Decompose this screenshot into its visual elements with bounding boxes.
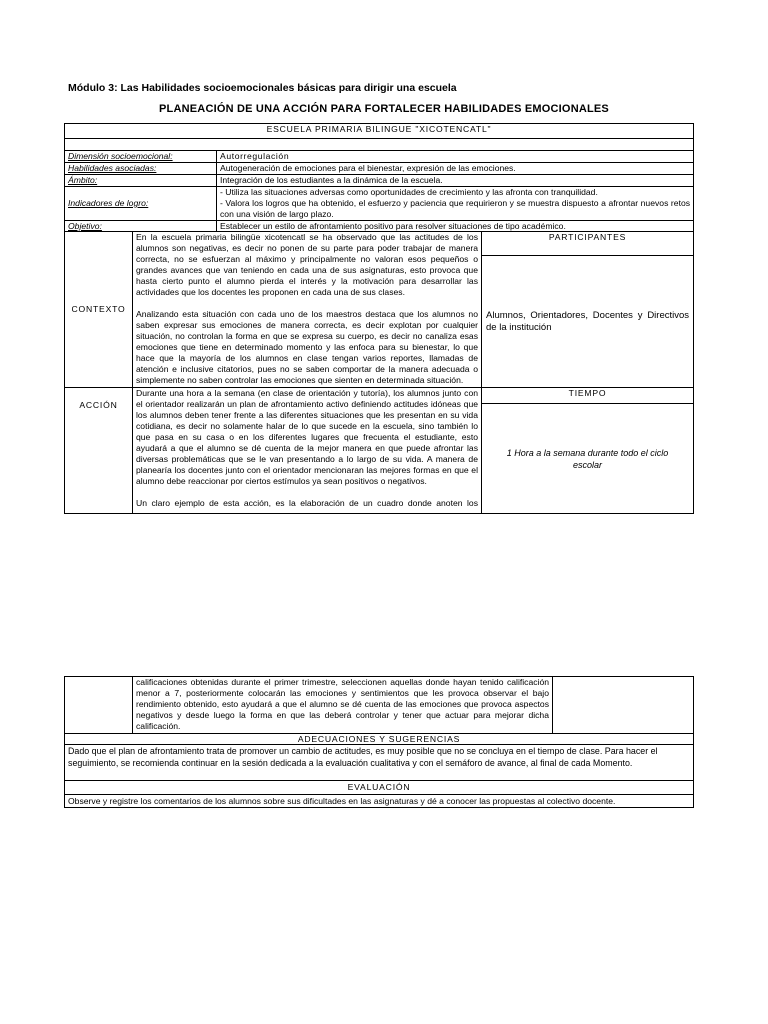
indicador-2: - Valora los logros que ha obtenido, el esfuerzo y paciencia que requirieron y se muestra dispuesto a afrontar nuevos retos con una visión de largo plazo. — [220, 198, 691, 219]
participantes-label: PARTICIPANTES — [482, 232, 694, 256]
spacer-row — [65, 139, 694, 151]
ambito-label: Ámbito: — [65, 175, 217, 187]
evaluacion-label: EVALUACIÓN — [65, 781, 694, 795]
participantes-value: Alumnos, Orientadores, Docentes y Directivos de la institución — [482, 256, 694, 388]
objetivo-value: Establecer un estilo de afrontamiento positivo para resolver situaciones de tipo académico. — [217, 221, 694, 232]
ambito-value: Integración de los estudiantes a la dinámica de la escuela. — [217, 175, 694, 187]
indicadores-value — [217, 187, 694, 221]
adecuaciones-value: Dado que el plan de afrontamiento trata de promover un cambio de actitudes, es muy posible que no se concluya en el tiempo de clase. Para hacer el seguimiento, se recomienda continuar en la sesión dedicada a la evaluación cualitativa y con el semáforo de avance, al final de cada Momento. — [65, 745, 694, 781]
dimension-value: Autorregulación — [217, 151, 694, 163]
accion-label: ACCIÓN — [65, 388, 133, 514]
contexto-p2: Analizando esta situación con cada uno de los maestros destaca que los alumnos no saben expresar sus emociones de manera correcta, es decir explotan por cualquier situación, no controlan la forma en que se expresa su cuerpo, es decir no canaliza esas emociones que tiene en determinado momento y las enfoca para su bienestar, lo que hace que la mayoría de los alumnos en clase tengan varios reportes, llamadas de atención e inclusive citatorios, pues no se saben comportar de la manera adecuada o simplemente no saben controlar las emociones que sienten en determinada situación. — [136, 309, 478, 385]
planning-table-continued — [64, 676, 694, 808]
tiempo-label: TIEMPO — [482, 388, 694, 404]
accion-text — [133, 388, 482, 514]
continuation-left-cell — [65, 677, 133, 734]
indicadores-label: Indicadores de logro: — [65, 187, 217, 221]
tiempo-value: 1 Hora a la semana durante todo el ciclo escolar — [482, 404, 694, 514]
school-name: ESCUELA PRIMARIA BILINGUE "XICOTENCATL" — [65, 124, 694, 139]
accion-p2: Un claro ejemplo de esta acción, es la elaboración de un cuadro donde anoten los — [136, 498, 478, 508]
indicador-1: - Utiliza las situaciones adversas como oportunidades de crecimiento y las afronta con tranquilidad. — [220, 187, 598, 197]
contexto-text — [133, 232, 482, 388]
continuation-right-cell — [553, 677, 694, 734]
adecuaciones-label: ADECUACIONES Y SUGERENCIAS — [65, 734, 694, 745]
module-title: Módulo 3: Las Habilidades socioemocionales básicas para dirigir una escuela — [68, 82, 457, 94]
dimension-label: Dimensión socioemocional: — [65, 151, 217, 163]
evaluacion-value: Observe y registre los comentarios de los alumnos sobre sus dificultades en las asignaturas y dé a conocer las propuestas al colectivo docente. — [65, 795, 694, 808]
contexto-p1: En la escuela primaria bilingüe xicotencatl se ha observado que las actitudes de los alumnos son negativas, es decir no ponen de su parte para poder trabajar de manera correcta, no se esfuerzan al máximo y principalmente no valoran esos pequeños o grandes avances que van teniendo en cada una de sus asignaturas, esto provoca que hasta cierto punto el alumno pierda el interés y la motivación para desarrollar las actividades que los docentes les proponen en cada una de sus clases. — [136, 232, 478, 297]
planning-table — [64, 123, 694, 514]
page-title: PLANEACIÓN DE UNA ACCIÓN PARA FORTALECER HABILIDADES EMOCIONALES — [159, 103, 609, 115]
accion-p1: Durante una hora a la semana (en clase de orientación y tutoría), los alumnos junto con el orientador realizarán un plan de afrontamiento activo definiendo actitudes idóneas que los alumnos deben tener frente a las diferentes situaciones que les presentan en su vida cotidiana, es decir no solamente halar de lo que sucede en la escuela, sino también lo que pasa en su casa o en los diferentes lugares que frecuenta el estudiante, esto ayudará a que el alumno se dé cuenta de la mejor manera en que puede afrontar las diversas problemáticas que se le van presentando a lo largo de su vida. A manera de planearía los docentes junto con el orientador mencionaran las mejores formas en que el alumno debe reaccionar por ciertos estímulos ya sean positivos o negativos. — [136, 388, 478, 486]
habilidades-value: Autogeneración de emociones para el bienestar, expresión de las emociones. — [217, 163, 694, 175]
habilidades-label: Habilidades asociadas: — [65, 163, 217, 175]
continuation-text: calificaciones obtenidas durante el primer trimestre, seleccionen aquellas donde hayan tenido calificación menor a 7, posteriormente colocarán las emociones y sentimientos que les provoca observar el bajo rendimiento obtenido, esto ayudará a que el alumno se dé cuenta de las emociones que provoca aspectos negativos y desde luego la forma en que las deberá controlar y tener que actuar para mejorar dicha calificación. — [133, 677, 553, 734]
contexto-label: CONTEXTO — [65, 232, 133, 388]
objetivo-label: Objetivo: — [65, 221, 217, 232]
